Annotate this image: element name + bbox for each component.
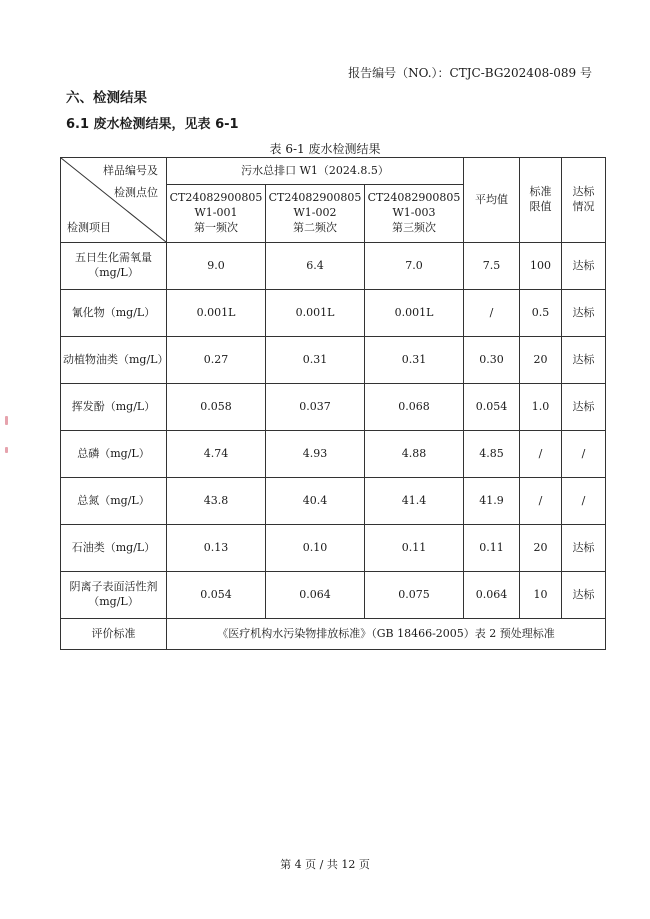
table-row (61, 243, 606, 290)
sample-header-1 (167, 185, 266, 243)
value-cell: 6.4 (266, 243, 365, 290)
value-cell: 0.054 (167, 572, 266, 619)
value-cell: 0.001L (167, 290, 266, 337)
sample-code: CT24082900805 (367, 191, 461, 205)
scan-mark (5, 416, 8, 425)
scan-mark (5, 447, 8, 453)
avg-cell: 7.5 (464, 243, 520, 290)
value-cell: 0.31 (266, 337, 365, 384)
avg-cell: 0.064 (464, 572, 520, 619)
wastewater-results-table (60, 157, 606, 650)
status-cell: 达标 (562, 384, 606, 431)
value-cell: 0.10 (266, 525, 365, 572)
table-row (61, 384, 606, 431)
sample-header-2 (266, 185, 365, 243)
value-cell: 0.037 (266, 384, 365, 431)
table-row (61, 572, 606, 619)
location-header: 污水总排口 W1（2024.8.5） (167, 158, 464, 185)
item-label: 阴离子表面活性剂 (69, 580, 158, 594)
value-cell: 43.8 (167, 478, 266, 525)
item-name (61, 572, 167, 619)
table-row (61, 431, 606, 478)
avg-header: 平均值 (464, 158, 520, 243)
item-label: 石油类（mg/L） (71, 540, 156, 554)
corner-label-location: 检测点位 (114, 186, 158, 199)
status-cell: 达标 (562, 243, 606, 290)
limit-header-text: 标准限值 (529, 185, 552, 213)
item-name (61, 243, 167, 290)
sample-subcode: W1-002 (293, 206, 337, 220)
limit-header (520, 158, 562, 243)
value-cell: 0.001L (365, 290, 464, 337)
section-subtitle: 6.1 废水检测结果，见表 6-1 (66, 117, 239, 132)
sample-code: CT24082900805 (169, 191, 263, 205)
item-name (61, 431, 167, 478)
corner-label-sample: 样品编号及 (103, 164, 158, 177)
item-label: 总磷（mg/L） (77, 446, 150, 460)
limit-cell: 10 (520, 572, 562, 619)
value-cell: 4.93 (266, 431, 365, 478)
item-label: 挥发酚（mg/L） (71, 399, 156, 413)
table-row (61, 290, 606, 337)
item-name (61, 478, 167, 525)
limit-cell: 20 (520, 525, 562, 572)
sample-subcode: W1-001 (194, 206, 238, 220)
table-header-row (61, 158, 606, 185)
item-name (61, 337, 167, 384)
item-label: 氰化物（mg/L） (71, 305, 156, 319)
table-row (61, 478, 606, 525)
item-label: 动植物油类（mg/L） (63, 352, 169, 366)
limit-cell: 20 (520, 337, 562, 384)
sample-frequency: 第一频次 (194, 220, 238, 234)
corner-header-cell (61, 158, 167, 243)
value-cell: 4.74 (167, 431, 266, 478)
value-cell: 0.001L (266, 290, 365, 337)
status-cell: 达标 (562, 572, 606, 619)
table-caption: 表 6-1 废水检测结果 (269, 142, 381, 156)
sample-code: CT24082900805 (268, 191, 362, 205)
evaluation-row (61, 619, 606, 650)
avg-cell: 0.11 (464, 525, 520, 572)
sample-subcode: W1-003 (392, 206, 436, 220)
limit-cell: / (520, 478, 562, 525)
page-number: 第 4 页 / 共 12 页 (280, 858, 370, 871)
value-cell: 0.27 (167, 337, 266, 384)
value-cell: 0.058 (167, 384, 266, 431)
status-cell: 达标 (562, 290, 606, 337)
avg-cell: 41.9 (464, 478, 520, 525)
status-cell: 达标 (562, 337, 606, 384)
value-cell: 0.068 (365, 384, 464, 431)
sample-frequency: 第三频次 (392, 220, 437, 234)
value-cell: 4.88 (365, 431, 464, 478)
item-unit: （mg/L） (88, 595, 139, 608)
status-cell: / (562, 478, 606, 525)
status-cell: / (562, 431, 606, 478)
eval-standard: 《医疗机构水污染物排放标准》（GB 18466-2005）表 2 预处理标准 (167, 619, 606, 650)
limit-cell: / (520, 431, 562, 478)
value-cell: 7.0 (365, 243, 464, 290)
item-name (61, 525, 167, 572)
limit-cell: 100 (520, 243, 562, 290)
avg-cell: 0.30 (464, 337, 520, 384)
item-name (61, 384, 167, 431)
item-unit: （mg/L） (88, 266, 139, 279)
status-cell: 达标 (562, 525, 606, 572)
value-cell: 0.075 (365, 572, 464, 619)
table-row (61, 525, 606, 572)
item-label: 总氮（mg/L） (77, 493, 150, 507)
value-cell: 40.4 (266, 478, 365, 525)
report-number: 报告编号（NO.）：CTJC-BG202408-089 号 (348, 66, 592, 80)
avg-cell: 0.054 (464, 384, 520, 431)
item-name (61, 290, 167, 337)
status-header (562, 158, 606, 243)
value-cell: 0.11 (365, 525, 464, 572)
value-cell: 0.064 (266, 572, 365, 619)
section-title: 六、检测结果 (66, 90, 147, 106)
status-header-text: 达标情况 (572, 185, 595, 213)
item-label: 五日生化需氧量 (75, 251, 152, 265)
value-cell: 9.0 (167, 243, 266, 290)
eval-label: 评价标准 (61, 619, 167, 650)
sample-header-3 (365, 185, 464, 243)
value-cell: 0.13 (167, 525, 266, 572)
limit-cell: 1.0 (520, 384, 562, 431)
avg-cell: 4.85 (464, 431, 520, 478)
value-cell: 0.31 (365, 337, 464, 384)
table-row (61, 337, 606, 384)
corner-label-item: 检测项目 (67, 221, 111, 235)
value-cell: 41.4 (365, 478, 464, 525)
avg-cell: / (464, 290, 520, 337)
limit-cell: 0.5 (520, 290, 562, 337)
sample-frequency: 第二频次 (293, 220, 337, 234)
